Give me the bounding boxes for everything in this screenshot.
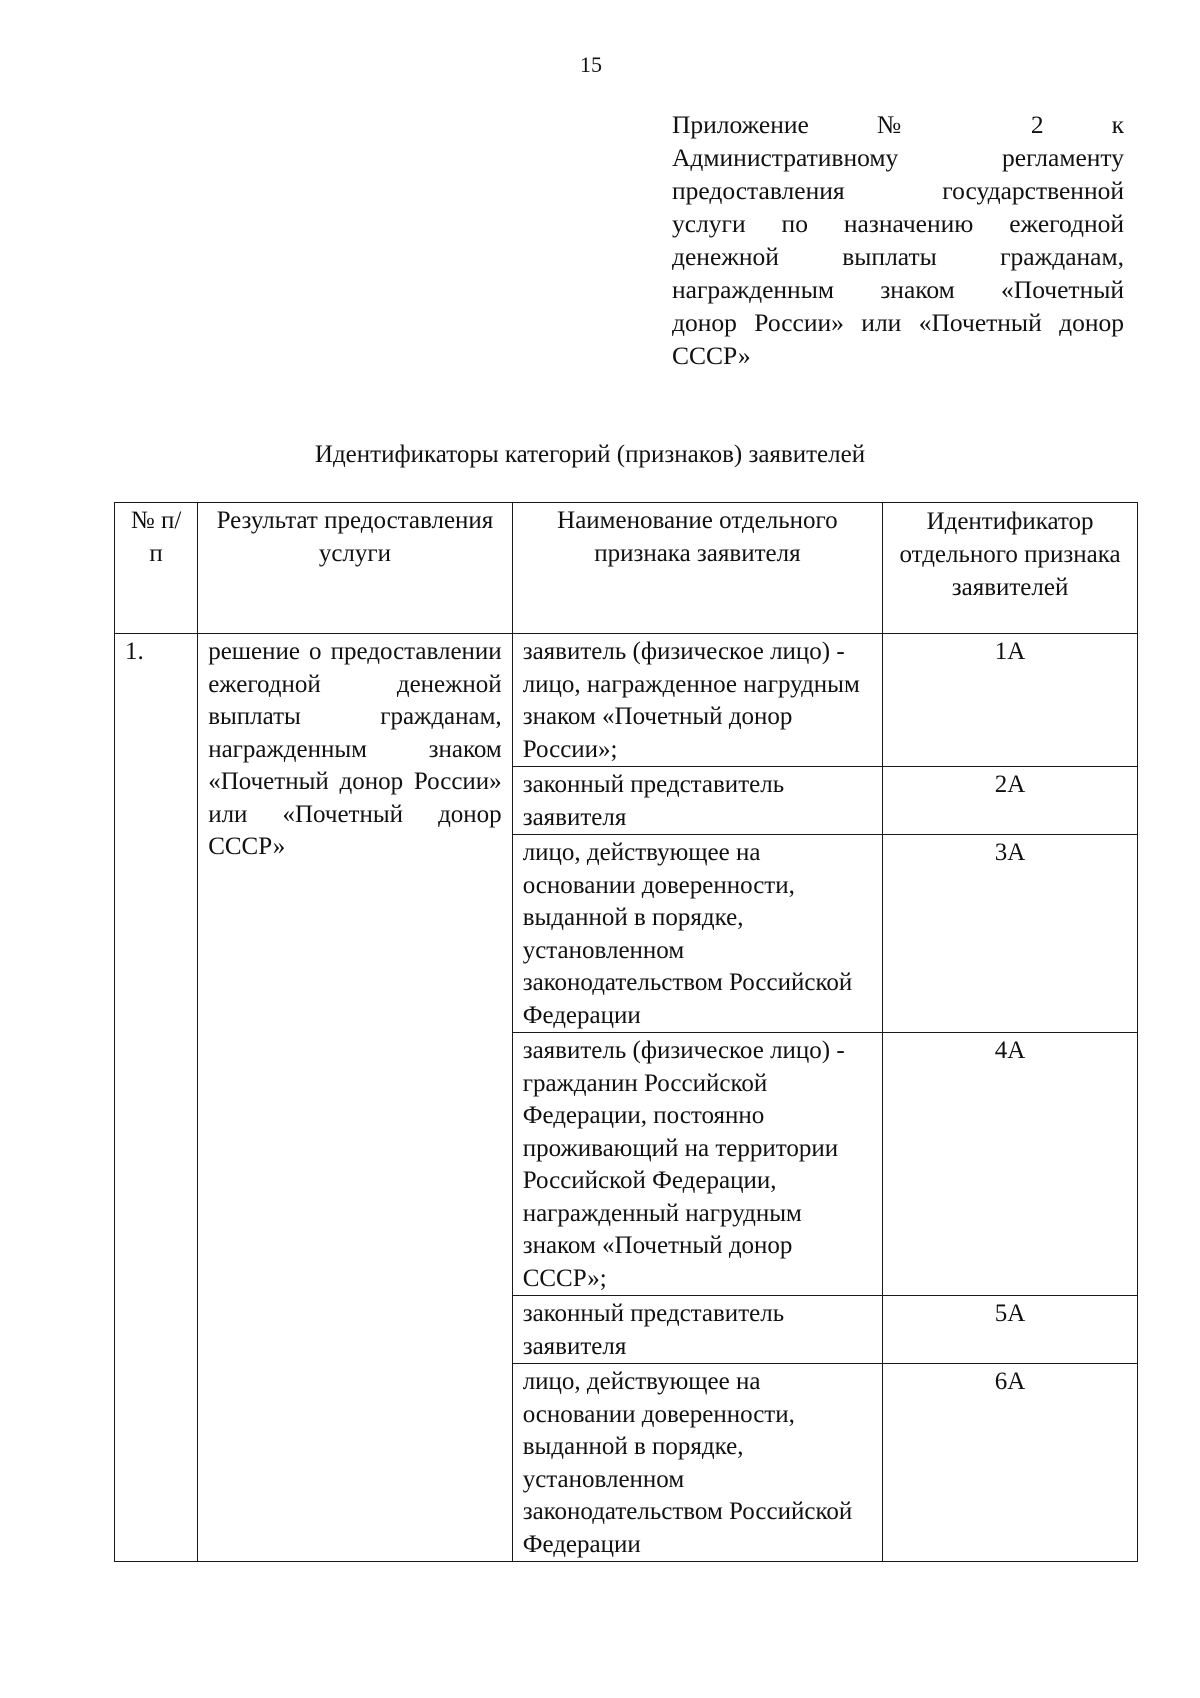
appendix-heading xyxy=(672,108,1124,372)
page-number: 15 xyxy=(580,52,602,77)
attribute-name-cell: лицо, действующее на основании доверенности, выданной в порядке, установленном законодательством Российской Федерации xyxy=(512,1364,882,1562)
table-header-row xyxy=(115,503,1138,634)
appendix-line: СССР» xyxy=(672,341,751,370)
appendix-line: донор России» или «Почетный донор xyxy=(672,308,1124,337)
attribute-name-cell: заявитель (физическое лицо) - лицо, награжденное нагрудным знаком «Почетный донор России»; xyxy=(512,634,882,767)
attribute-name-cell: законный представитель заявителя xyxy=(512,767,882,835)
header-number: № п/п xyxy=(115,503,198,634)
appendix-line: денежной выплаты гражданам, xyxy=(672,242,1124,271)
appendix-line: Приложение № 2 к xyxy=(672,110,1124,139)
table-row xyxy=(115,634,1138,767)
document-title: Идентификаторы категорий (признаков) заявителей xyxy=(314,441,866,468)
appendix-line: награжденным знаком «Почетный xyxy=(672,275,1124,304)
header-identifier: Идентификатор отдельного признака заявителей xyxy=(883,503,1138,634)
identifier-cell: 3А xyxy=(883,835,1138,1033)
row-number: 1. xyxy=(115,634,198,1562)
header-result: Результат предоставления услуги xyxy=(198,503,512,634)
appendix-line: услуги по назначению ежегодной xyxy=(672,209,1124,238)
attribute-name-cell: законный представитель заявителя xyxy=(512,1296,882,1364)
appendix-line: предоставления государственной xyxy=(672,176,1124,205)
identifier-cell: 5А xyxy=(883,1296,1138,1364)
attribute-name-cell: лицо, действующее на основании доверенности, выданной в порядке, установленном законодательством Российской Федерации xyxy=(512,835,882,1033)
header-attribute-name: Наименование отдельного признака заявителя xyxy=(512,503,882,634)
result-cell: решение о предоставлении ежегодной денежной выплаты гражданам, награжденным знаком «Почетный донор России» или «Почетный донор СССР» xyxy=(198,634,512,1562)
identifiers-table xyxy=(114,502,1138,1562)
appendix-line: Административному регламенту xyxy=(672,143,1124,172)
identifier-cell: 2А xyxy=(883,767,1138,835)
identifier-cell: 6А xyxy=(883,1364,1138,1562)
identifier-cell: 1А xyxy=(883,634,1138,767)
identifier-cell: 4А xyxy=(883,1033,1138,1296)
attribute-name-cell: заявитель (физическое лицо) - гражданин Российской Федерации, постоянно проживающий на территории Российской Федерации, награжденный нагрудным знаком «Почетный донор СССР»; xyxy=(512,1033,882,1296)
